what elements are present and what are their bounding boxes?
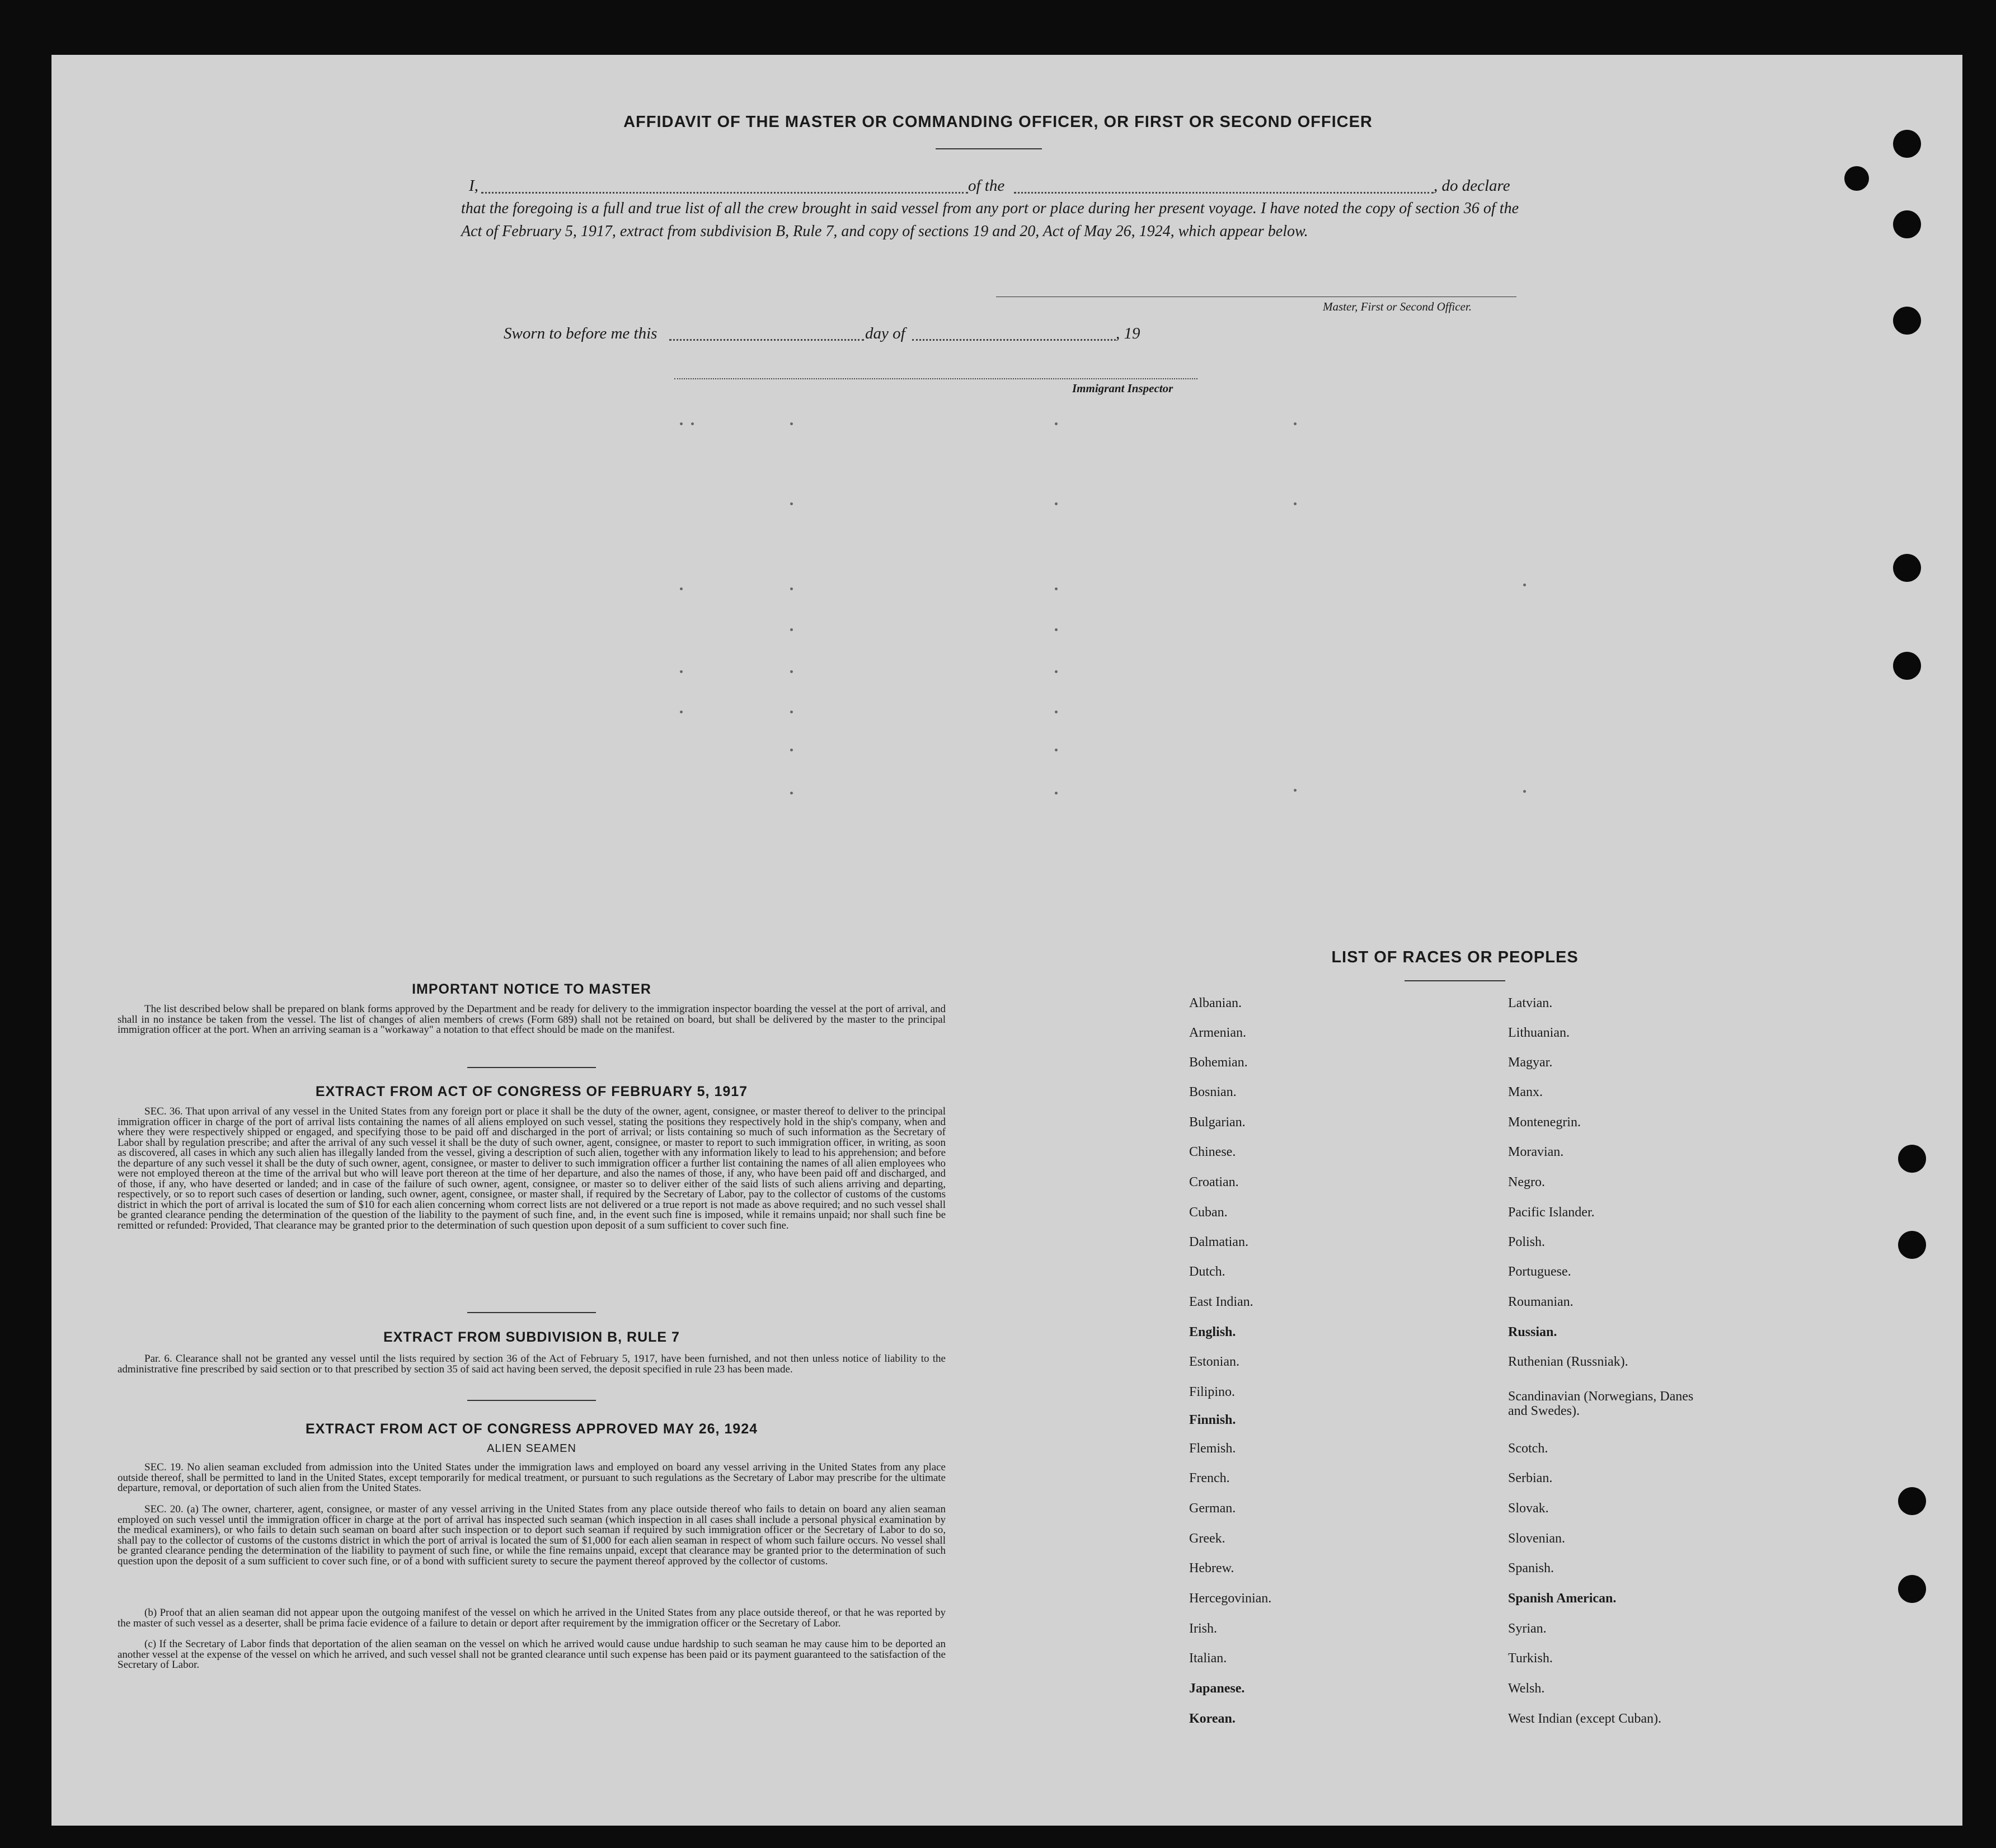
race-item: Turkish. — [1508, 1651, 1553, 1666]
rule7-title: EXTRACT FROM SUBDIVISION B, RULE 7 — [383, 1329, 680, 1345]
punch-hole — [1898, 1487, 1926, 1515]
alien-seamen-subtitle: ALIEN SEAMEN — [487, 1442, 576, 1455]
race-item: Cuban. — [1189, 1205, 1228, 1220]
extract-1917-title: EXTRACT FROM ACT OF CONGRESS OF FEBRUARY 5, 1917 — [315, 1084, 748, 1099]
extract-1917-text: SEC. 36. That upon arrival of any vessel in the United States from any foreign port or place it shall be the duty of the owner, agent, consignee, or master thereof to deliver to the principal immigration officer in charge of the port of arrival lists containing the names of all aliens employed on such vessel, stating the positions they respectively hold in the ship's company, when and where they were respectively shipped or engaged, and specifying those to be paid off and discharged in the port of arrival; or lists containing so much of such information as the Secretary of Labor shall by regulation prescribe; and after the arrival of any such vessel it shall be the duty of such owner, agent, consignee, or master to report to such immigration officer, in writing, as soon as discovered, all cases in which any such alien has illegally landed from the vessel, giving a description of such alien, together with any information likely to lead to his apprehension; and before the departure of any such vessel it shall be the duty of such owner, agent, consignee, or master to deliver to such immigration officer a further list containing the names of all alien employees who were not employed thereon at the time of the arrival but who will leave port thereon at the time of her departure, and also the names of those, if any, who have been paid off and discharged, and of those, if any, who have deserted or landed; and in case of the failure of such owner, agent, consignee, or master so to deliver either of the said lists of such aliens arriving and departing, respectively, or so to report such cases of desertion or landing, such owner, agent, consignee, or master shall, if required by the Secretary of Labor, pay to the collector of customs of the customs district in which the port of arrival is located the sum of $10 for each alien concerning whom correct lists are not delivered or a true report is not made as above required; and no such vessel shall be granted clearance pending the determination of the question of the liability to the payment of such fine, and, in the event such fine is imposed, while it remains unpaid; nor shall such fine be remitted or refunded: Provided, That clearance may be granted prior to the determination of such question upon deposit of a sum sufficient to cover such fine. — [118, 1106, 946, 1231]
race-item: Irish. — [1189, 1621, 1217, 1636]
inspector-label: Immigrant Inspector — [1072, 382, 1173, 395]
punch-hole — [1898, 1231, 1926, 1259]
race-item: Montenegrin. — [1508, 1115, 1581, 1130]
race-item: Slovak. — [1508, 1501, 1549, 1516]
race-item: Bulgarian. — [1189, 1115, 1246, 1130]
sworn-month-blank[interactable] — [912, 339, 1116, 341]
race-item: East Indian. — [1189, 1295, 1253, 1309]
punch-hole — [1844, 166, 1869, 191]
sworn-day-blank[interactable] — [669, 339, 864, 341]
race-item: Scotch. — [1508, 1441, 1548, 1456]
race-item: Bohemian. — [1189, 1055, 1248, 1070]
punch-hole — [1893, 210, 1921, 238]
race-item: Manx. — [1508, 1085, 1543, 1099]
race-item: Japanese. — [1189, 1681, 1245, 1696]
race-item: Flemish. — [1189, 1441, 1236, 1456]
race-item: Chinese. — [1189, 1145, 1236, 1159]
of-the-label: of the — [968, 177, 1005, 195]
race-item: Estonian. — [1189, 1355, 1239, 1369]
race-item: Lithuanian. — [1508, 1026, 1570, 1040]
race-item: Russian. — [1508, 1325, 1557, 1339]
race-item: Negro. — [1508, 1175, 1545, 1189]
race-item: German. — [1189, 1501, 1236, 1516]
race-item: Magyar. — [1508, 1055, 1553, 1070]
races-title: LIST OF RACES OR PEOPLES — [1331, 948, 1579, 966]
race-item: Albanian. — [1189, 996, 1242, 1010]
sec20b-text: (b) Proof that an alien seaman did not appear upon the outgoing manifest of the vessel on which he arrived in the United States from any place outside thereof, or that he was reported by the master of such vessel as a deserter, shall be prima facie evidence of a failure to detain or deport after requirement by the immigration officer or the Secretary of Labor. — [118, 1607, 946, 1629]
notice-title: IMPORTANT NOTICE TO MASTER — [412, 981, 651, 997]
sworn-label: Sworn to before me this — [504, 325, 657, 342]
race-item: Bosnian. — [1189, 1085, 1237, 1099]
race-item: Polish. — [1508, 1235, 1546, 1249]
race-item: Slovenian. — [1508, 1531, 1565, 1546]
race-item: Spanish American. — [1508, 1591, 1617, 1606]
race-item: Moravian. — [1508, 1145, 1564, 1159]
inspector-line[interactable] — [674, 378, 1197, 379]
day-of-label: day of — [865, 325, 905, 342]
do-declare-label: , do declare — [1434, 177, 1510, 195]
affidavit-body: that the foregoing is a full and true list of all the crew brought in said vessel from any port or place during her present voyage. I have noted the copy of section 36 of the Act of February 5, 1917, extract from subdivision B, Rule 7, and copy of sections 19 and 20, Act of May 26, 1924, which appear below. — [461, 200, 1519, 240]
race-item: Serbian. — [1508, 1471, 1553, 1485]
extract-1924-title: EXTRACT FROM ACT OF CONGRESS APPROVED MAY 26, 1924 — [305, 1421, 758, 1437]
race-item: Pacific Islander. — [1508, 1205, 1595, 1220]
race-item: Roumanian. — [1508, 1295, 1574, 1309]
signature-label: Master, First or Second Officer. — [1323, 300, 1472, 313]
race-item: Filipino. — [1189, 1385, 1236, 1399]
affidavit-i-label: I, — [469, 177, 478, 195]
race-item: Dutch. — [1189, 1264, 1225, 1279]
race-item: Welsh. — [1508, 1681, 1545, 1696]
races-underline — [1405, 980, 1505, 981]
race-item: Latvian. — [1508, 996, 1553, 1010]
race-item: West Indian (except Cuban). — [1508, 1711, 1661, 1726]
race-item: Hercegovinian. — [1189, 1591, 1272, 1606]
punch-hole — [1893, 652, 1921, 680]
sec20c-text: (c) If the Secretary of Labor finds that deportation of the alien seaman on the vessel on which he arrived would cause undue hardship to such seaman he may cause him to be deported an another vessel at the expense of the vessel on which he arrived, and such vessel shall not be granted clearance until such expense has been paid or its payment guaranteed to the satisfaction of the Secretary of Labor. — [118, 1638, 946, 1671]
race-item: Spanish. — [1508, 1561, 1554, 1576]
race-item: English. — [1189, 1325, 1236, 1339]
divider — [467, 1312, 596, 1313]
notice-text: The list described below shall be prepared on blank forms approved by the Department and be ready for delivery to the immigration inspector boarding the vessel at the port of arrival, and shall in no instance be taken from the vessel. The list of changes of alien members of crews (Form 689) shall not be retained on board, but shall be delivered by the master to the principal immigration officer at the port. When an arriving seaman is a "workaway" a notation to that effect should be made on the manifest. — [118, 1003, 946, 1036]
sec20a-text: SEC. 20. (a) The owner, charterer, agent, consignee, or master of any vessel arriving in the United States from any place outside thereof who fails to detain on board any alien seaman employed on such vessel until the immigration officer in charge at the port of arrival has inspected such seaman (which inspection in all cases shall include a personal physical examination by the medical examiners), or who fails to detain such seaman on board after such inspection or to deport such seaman if required by such immigration officer or the Secretary of Labor to do so, shall pay to the collector of customs of the customs district in which the port of arrival is located the sum of $1,000 for each alien seaman in respect of whom such failure occurs. No vessel shall be granted clearance pending the determination of the liability to payment of such fine, or while the fine remains unpaid, except that clearance may be granted prior to the determination of such question upon the deposit of a sum sufficient to cover such fine, or of a bond with sufficient surety to secure the payment thereof approved by the collector of customs. — [118, 1503, 946, 1567]
punch-hole — [1898, 1575, 1926, 1603]
race-item: Croatian. — [1189, 1175, 1239, 1189]
race-item: Korean. — [1189, 1711, 1236, 1726]
vessel-blank[interactable] — [1014, 192, 1434, 194]
punch-hole — [1893, 130, 1921, 158]
race-item: Portuguese. — [1508, 1264, 1571, 1279]
race-item: French. — [1189, 1471, 1230, 1485]
name-blank[interactable] — [481, 192, 968, 194]
race-item: Hebrew. — [1189, 1561, 1234, 1576]
punch-hole — [1898, 1145, 1926, 1173]
race-item: Scandinavian (Norwegians, Danes and Swedes). — [1508, 1389, 1694, 1418]
rule7-text: Par. 6. Clearance shall not be granted any vessel until the lists required by section 36 of the Act of February 5, 1917, have been furnished, and not then unless notice of liability to the administrative fine prescribed by said section or to that prescribed by section 35 of said act having been served, the deposit specified in rule 23 has been made. — [118, 1353, 946, 1375]
race-item: Armenian. — [1189, 1026, 1246, 1040]
punch-hole — [1893, 554, 1921, 582]
divider — [467, 1400, 596, 1401]
divider — [467, 1067, 596, 1068]
race-item: Finnish. — [1189, 1413, 1236, 1427]
race-item: Italian. — [1189, 1651, 1227, 1666]
race-item: Ruthenian (Russniak). — [1508, 1355, 1628, 1369]
affidavit-title: AFFIDAVIT OF THE MASTER OR COMMANDING OFFICER, OR FIRST OR SECOND OFFICER — [623, 113, 1373, 131]
race-item: Greek. — [1189, 1531, 1225, 1546]
race-item: Syrian. — [1508, 1621, 1547, 1636]
punch-hole — [1893, 307, 1921, 335]
sec19-text: SEC. 19. No alien seaman excluded from admission into the United States under the immigration laws and employed on board any vessel arriving in the United States from any place outside thereof, shall be permitted to land in the United States, except temporarily for medical treatment, or pursuant to such regulations as the Secretary of Labor may prescribe for the ultimate departure, removal, or deportation of such alien from the United States. — [118, 1461, 946, 1494]
title-underline — [936, 148, 1042, 149]
race-item: Dalmatian. — [1189, 1235, 1248, 1249]
year-label: , 19 — [1116, 325, 1140, 342]
